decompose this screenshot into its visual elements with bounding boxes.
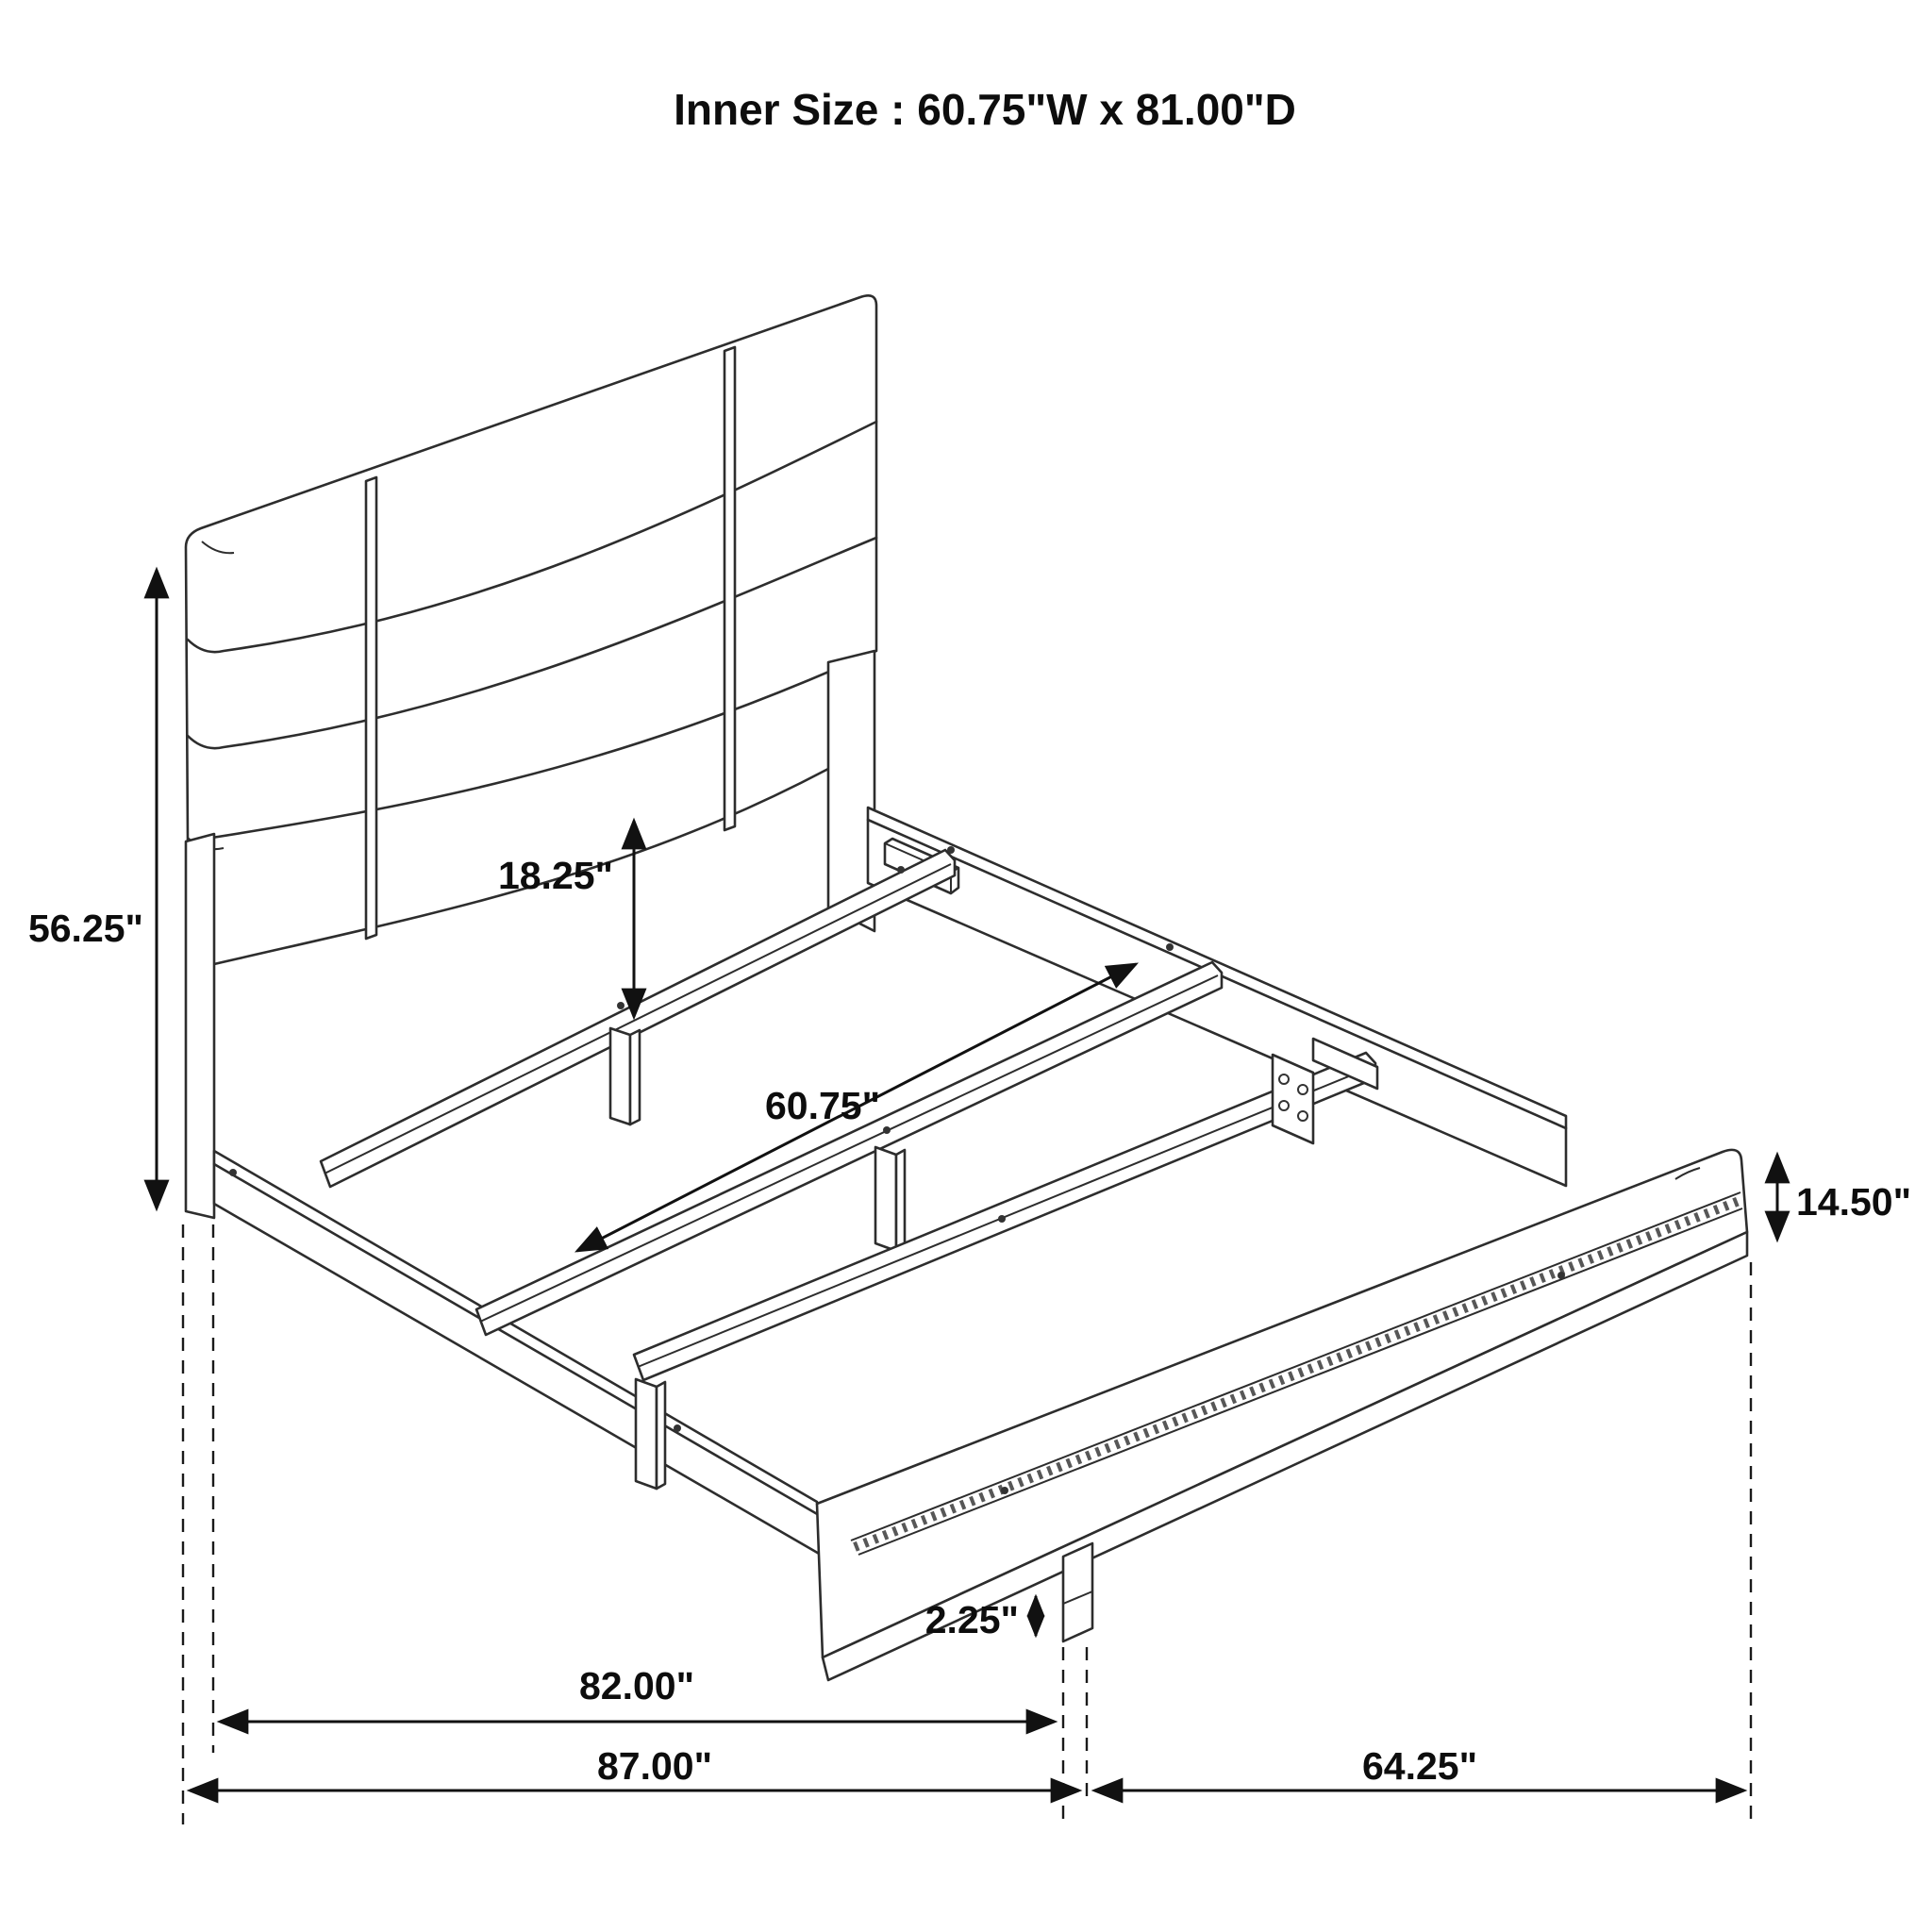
dimension-label-headboard-to-rail: 18.25": [497, 854, 613, 897]
dimension-label-inner-length: 82.00": [578, 1664, 695, 1707]
center-leg-1: [610, 1028, 630, 1124]
footboard-slat-ledge-bottom: [858, 1208, 1742, 1555]
screw-dot: [674, 1424, 681, 1432]
dimension-label-overall-length: 87.00": [596, 1744, 713, 1788]
screw-dot: [1557, 1272, 1565, 1279]
screw-dot: [1166, 943, 1174, 951]
center-leg-3-side: [657, 1382, 665, 1489]
screw-dot: [1001, 1487, 1008, 1494]
page-title: Inner Size : 60.75"W x 81.00"D: [674, 85, 1296, 134]
center-leg-1-side: [630, 1030, 640, 1124]
dimension-label-inner-width: 60.75": [764, 1084, 881, 1127]
dimension-label-footboard-height: 14.50": [1796, 1180, 1912, 1224]
screw-dot: [998, 1215, 1006, 1223]
footboard-slat-ledge-top: [851, 1192, 1740, 1541]
dimension-label-leg-glide: 2.25": [924, 1598, 1019, 1641]
center-leg-3: [636, 1379, 657, 1489]
headboard-left-leg: [186, 834, 214, 1218]
screw-dot: [229, 1169, 237, 1176]
dimension-label-headboard-height: 56.25": [27, 907, 143, 950]
center-leg-2: [875, 1147, 896, 1251]
headboard-strip-right: [724, 347, 735, 830]
screw-dot: [897, 866, 905, 874]
headboard-panel: [186, 295, 876, 841]
screw-dot: [617, 1002, 625, 1009]
center-leg-2-side: [896, 1150, 905, 1251]
headboard-strip-left: [366, 477, 376, 939]
screw-dot: [883, 1126, 891, 1134]
dimension-label-overall-width: 64.25": [1361, 1744, 1478, 1788]
